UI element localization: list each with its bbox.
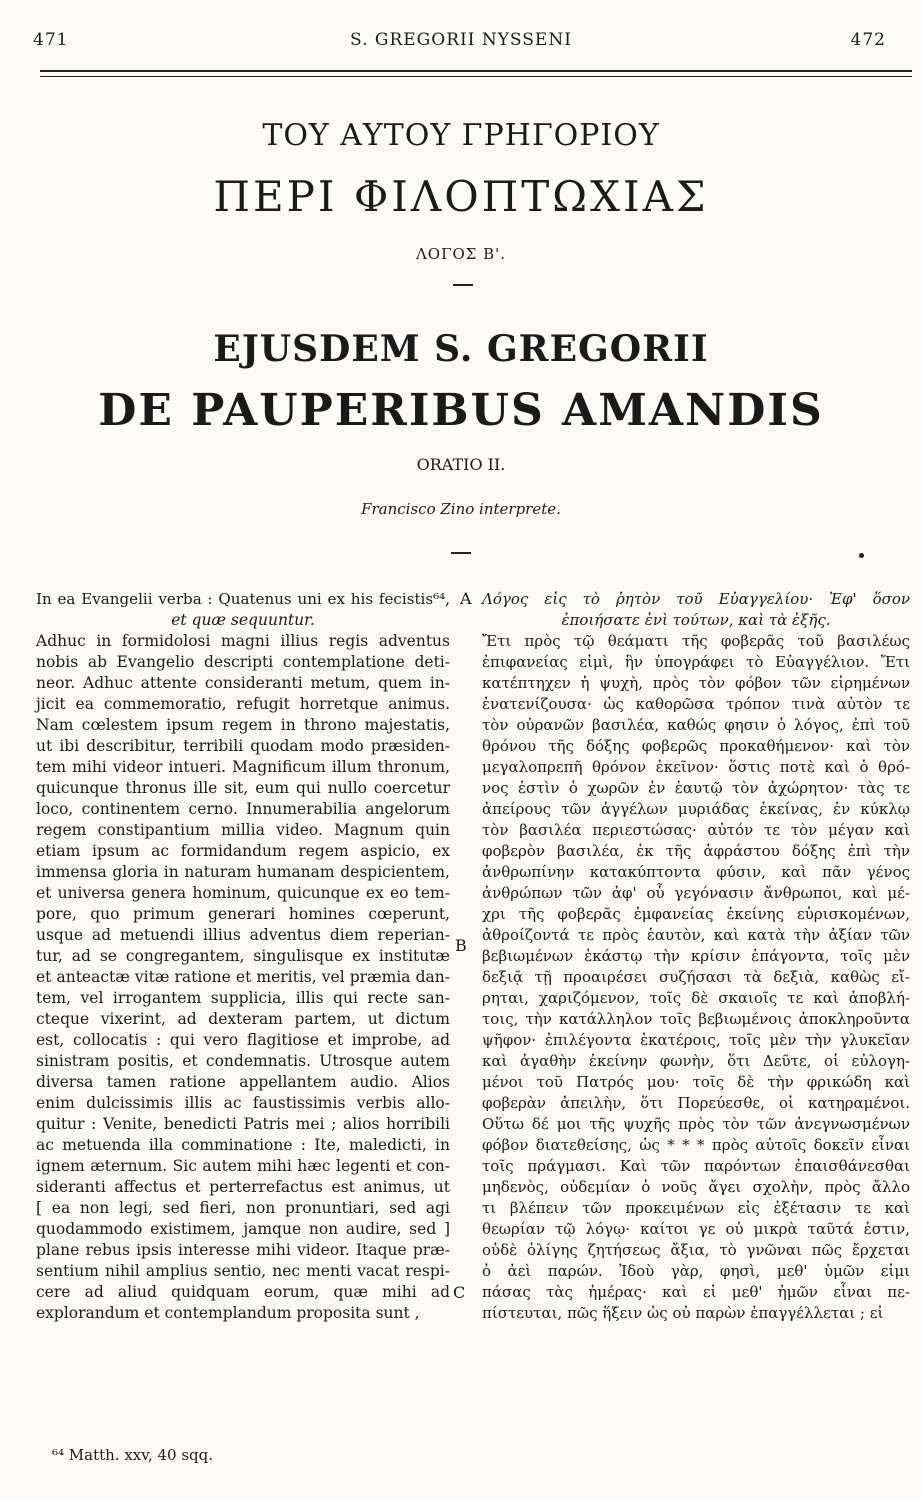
text-line: cere ad aliud quidquam eorum, quæ mihi ad	[36, 1283, 450, 1301]
text-line: τοῖς πράγμασι. Καὶ τῶν παρόντων ἐπαισθάνεσθαι	[482, 1157, 910, 1175]
interpreter-credit: Francisco Zino interprete.	[361, 500, 561, 518]
text-line: μηδενὸς, οὐδεμίαν ὁ νοῦς ἄγει σχολὴν, πρὸς ἄλλο	[482, 1178, 910, 1196]
text-line: ἀπείρους τῶν ἀγγέλων μυριάδας ἐκείνας, ἐν κύκλῳ	[482, 800, 910, 818]
text-line: Οὕτω δέ μοι τῆς ψυχῆς πρὸς τὸν τῶν ἀνεγνωσμένων	[482, 1115, 910, 1133]
margin-marker-b: B	[455, 936, 467, 955]
text-line: tur, ad se congregantem, singulisque ex institutæ	[36, 947, 450, 965]
text-line: νος ἐστὶν ὁ χωρῶν ἐν ἑαυτῷ τὸν ἀχώρητον· τὰς τε	[482, 779, 910, 797]
text-line: enim dulcissimis illis ac faustissimis verbis allo-	[36, 1094, 450, 1112]
text-line: ἐποιήσατε ἑνὶ τούτων, καὶ τὰ ἑξῆς.	[561, 611, 831, 629]
text-line: τοις, τὴν κατάλληλον τοῖς βεβιωμένοις ἀποκληροῦντα	[482, 1010, 910, 1028]
greek-column	[482, 589, 910, 1324]
text-line: ἀθροίζοντά τε πρὸς ἑαυτὸν, καὶ κατὰ τὴν ἀξίαν τῶν	[482, 926, 910, 944]
text-line: et quæ sequuntur.	[171, 611, 315, 629]
text-line: οὐδὲ ὀλίγης ζητήσεως ἄξια, τὸ γνῶναι πῶς ἔρχεται	[482, 1241, 910, 1259]
text-line: sideranti affectus et perterrefactus est animus, ut	[36, 1178, 450, 1196]
text-line: ἀνθρωπίνην κατακύπτοντα φύσιν, καὶ πᾶν γένος	[482, 863, 910, 881]
text-line: μεγαλοπρεπῆ θρόνον ἐκεῖνον· ὅστις ποτὲ καὶ ὁ θρό-	[482, 758, 910, 776]
ink-dot	[859, 553, 864, 558]
text-line: neor. Adhuc attente consideranti metum, quem in-	[36, 674, 450, 692]
text-line: ut ibi describitur, terribili quodam modo præsiden-	[36, 737, 450, 755]
text-line: explorandum et contemplandum proposita sunt ,	[36, 1304, 420, 1322]
text-line: πίστευται, πῶς ἥξειν ὡς οὐ παρὼν ἐπαγγέλλεται ; εἰ	[482, 1304, 884, 1322]
text-line: τὸν οὐρανῶν βασιλέα, καθώς φησιν ὁ λόγος, ἐπὶ τοῦ	[482, 716, 910, 734]
text-line: μένοι τοῦ Πατρός μου· τοῖς δὲ τὴν φρικώδη καὶ	[482, 1073, 910, 1091]
text-line: etiam ipsum ac formidandum regem aspicio, ex	[36, 842, 450, 860]
text-line: ὁ ἀεὶ παρών. Ἰδοὺ γὰρ, φησὶ, μεθ' ὑμῶν εἰμι	[482, 1262, 910, 1280]
text-line: regem constipantium millia video. Magnum quin	[36, 821, 450, 839]
text-line: πάσας τὰς ἡμέρας· καὶ εἰ μεθ' ἡμῶν εἶναι πε-	[482, 1283, 910, 1301]
text-line: quitur : Venite, benedicti Patris mei ; alios horribili	[36, 1115, 450, 1133]
text-line: nobis ab Evangelio descripti contemplatione deti-	[36, 653, 450, 671]
text-line: ἐνατενίζουσα· ὡς καθορῶσα τρόπον τινὰ αὐτὸν τε	[482, 695, 910, 713]
latin-subtitle: EJUSDEM S. GREGORII	[213, 328, 709, 370]
text-line: ἀνθρώπων τῶν ἀφ' οὗ γεγόνασιν ἄνθρωποι, καὶ μέ-	[482, 884, 910, 902]
running-title: S. GREGORII NYSSENI	[350, 30, 572, 50]
text-line: diversa tamen ratione appellantem audio. Alios	[36, 1073, 450, 1091]
text-line: et universa genera hominum, quicunque ex eo tem-	[36, 884, 450, 902]
margin-marker-c: C	[453, 1283, 466, 1302]
text-line: [ ea non legi, sed fieri, non pronuntiari, sed agi	[36, 1199, 450, 1217]
text-line: κατέπτηχεν ἡ ψυχὴ, πρὸς τὸν φόβον τῶν εἰρημένων	[482, 674, 910, 692]
text-line: τι βλέπειν τῶν προκειμένων εἰς ἐξέτασιν τε καὶ	[482, 1199, 910, 1217]
text-line: usque ad metuendi illius adventus diem reperian-	[36, 926, 450, 944]
text-line: τὸν βασιλέα περιεστώσας· αὐτόν τε τὸν μέγαν καὶ	[482, 821, 910, 839]
text-line: φοβερὸν βασιλέα, ἐκ τῆς ἀφράστου δόξης ἐπὶ τὴν	[482, 842, 910, 860]
text-line: In ea Evangelii verba : Quatenus uni ex his fecistis⁶⁴,	[36, 590, 450, 608]
text-line: pore, quo primum generari homines cœperunt,	[36, 905, 450, 923]
text-line: δεξιᾷ τῇ προαιρέσει συζήσασι τὰ δεξιὰ, καθὼς εἴ-	[482, 968, 910, 986]
text-line: Ἔτι πρὸς τῷ θεάματι τῆς φοβερᾶς τοῦ βασιλέως	[482, 632, 910, 650]
text-line: ρηται, χαριζόμενον, τοῖς δὲ σκαιοῖς τε καὶ ἀποβλή-	[482, 989, 910, 1007]
text-line: immensa gloria in naturam humanam despicientem,	[36, 863, 450, 881]
text-line: sentium nihil amplius sentio, nec menti vacat respi-	[36, 1262, 450, 1280]
text-line: sinistram positis, et condemnatis. Utrosque autem	[36, 1052, 450, 1070]
page-number-left: 471	[33, 30, 69, 50]
text-line: loco, continentem cerno. Innumerabilia angelorum	[36, 800, 450, 818]
greek-title: ΠΕΡΙ ΦΙΛΟΠΤΩΧΙΑΣ	[213, 172, 709, 221]
text-line: quodammodo existimem, jamque non audire, sed ]	[36, 1220, 450, 1238]
text-line: φόβον διατεθείσης, ὡς * * * πρὸς αὐτοῖς δοκεῖν εἶναι	[482, 1136, 910, 1154]
latin-oratio-label: ORATIO II.	[416, 455, 506, 474]
latin-title: DE PAUPERIBUS AMANDIS	[98, 385, 824, 436]
text-line: ignem æternum. Sic autem mihi hæc legenti et con-	[36, 1157, 450, 1175]
greek-subtitle: ΤΟΥ ΑΥΤΟΥ ΓΡΗΓΟΡΙΟΥ	[262, 118, 660, 153]
text-line: Λόγος εἰς τὸ ῥητὸν τοῦ Εὐαγγελίου· Ἐφ' ὅσον	[482, 590, 910, 608]
margin-marker-a: A	[460, 589, 472, 608]
latin-column	[36, 589, 450, 1324]
text-line: θεωρίαν τῷ λόγῳ· καίτοι γε οὐ μικρὰ ταῦτά ἐστιν,	[482, 1220, 910, 1238]
text-line: ἐπιφανείας εἰμὶ, ἣν ὑπογράφει τὸ Εὐαγγέλιον. Ἔτι	[482, 653, 910, 671]
greek-logos-label: ΛΟΓΟΣ Β'.	[415, 245, 507, 263]
text-line: Adhuc in formidolosi magni illius regis adventus	[36, 632, 450, 650]
text-line: χρι τῆς φοβερᾶς ἐμφανείας ἐκείνης εὑρισκομένων,	[482, 905, 910, 923]
text-line: θρόνου τῆς δόξης φοβερῶς προκαθήμενον· καὶ τὸν	[482, 737, 910, 755]
header-rule	[40, 70, 912, 72]
section-dash	[451, 552, 471, 554]
text-line: καὶ ἀγαθὴν ἐκείνην φωνὴν, ὅτι Δεῦτε, οἱ εὐλογη-	[482, 1052, 910, 1070]
text-line: ac metuenda illa comminatione : Ite, maledicti, in	[36, 1136, 450, 1154]
text-line: et anteactæ vitæ ratione et meritis, vel præmia dan-	[36, 968, 450, 986]
text-line: Nam cœlestem ipsum regem in throno majestatis,	[36, 716, 450, 734]
text-line: plane rebus ipsis interesse mihi videor. Itaque præ-	[36, 1241, 450, 1259]
text-line: βεβιωμένων ἑκάστῳ τὴν κρίσιν ἐπάγοντα, τοῖς μὲν	[482, 947, 910, 965]
section-dash	[453, 284, 473, 286]
text-line: φοβερὰν ἀπειλὴν, ὅτι Πορεύεσθε, οἱ κατηραμένοι.	[482, 1094, 910, 1112]
footnote: ⁶⁴ Matth. xxv, 40 sqq.	[52, 1446, 214, 1464]
text-line: jicit ea commemoratio, refugit horretque animus.	[36, 695, 450, 713]
text-line: quicunque thronus ille sit, eum qui nullo coercetur	[36, 779, 450, 797]
text-line: tem, vel irrogantem supplicia, illis qui recte san-	[36, 989, 450, 1007]
text-line: cteque vixerint, ad dexteram partem, ut dictum	[36, 1010, 450, 1028]
text-line: ψῆφον· ἐπιλέγοντα ἑκατέροις, τοῖς μὲν τὴν γλυκεῖαν	[482, 1031, 910, 1049]
text-line: tem mihi videor intueri. Magnificum illum thronum,	[36, 758, 450, 776]
text-line: est, collocatis : qui vero flagitiose et improbe, ad	[36, 1031, 450, 1049]
header-rule-thin	[40, 76, 912, 77]
page-number-right: 472	[850, 30, 886, 50]
